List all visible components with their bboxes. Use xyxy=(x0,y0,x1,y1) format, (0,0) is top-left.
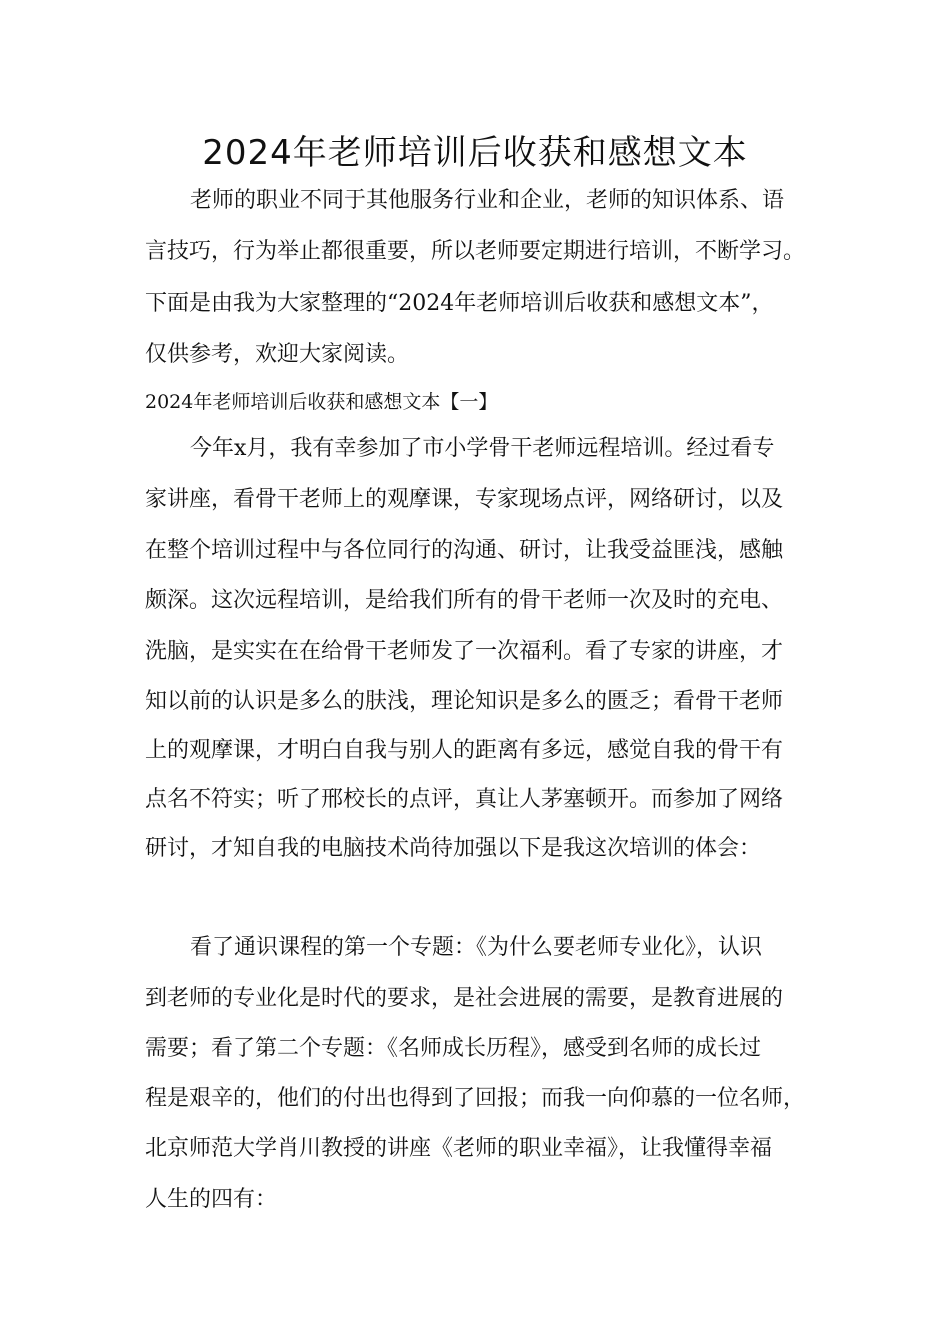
paragraph1-line: 今年x月，我有幸参加了市小学骨干老师远程培训。经过看专 xyxy=(190,436,775,461)
paragraph2-line: 到老师的专业化是时代的要求，是社会进展的需要，是教育进展的 xyxy=(145,986,784,1011)
paragraph1-line: 家讲座，看骨干老师上的观摩课，专家现场点评，网络研讨，以及 xyxy=(145,487,784,512)
intro-line: 下面是由我为大家整理的“2024年老师培训后收获和感想文本”， xyxy=(145,291,774,316)
paragraph2-line: 程是艰辛的，他们的付出也得到了回报；而我一向仰慕的一位名师， xyxy=(145,1086,806,1111)
paragraph2-line: 人生的四有： xyxy=(145,1187,278,1212)
paragraph2-line: 需要；看了第二个专题：《名师成长历程》，感受到名师的成长过 xyxy=(145,1036,762,1061)
intro-line: 老师的职业不同于其他服务行业和企业，老师的知识体系、语 xyxy=(190,188,785,213)
section-heading: 2024年老师培训后收获和感想文本【一】 xyxy=(145,391,498,413)
paragraph1-line: 点名不符实；听了邢校长的点评，真让人茅塞顿开。而参加了网络 xyxy=(145,787,784,812)
paragraph1-line: 颇深。这次远程培训，是给我们所有的骨干老师一次及时的充电、 xyxy=(145,588,784,613)
paragraph1-line: 在整个培训过程中与各位同行的沟通、研讨，让我受益匪浅，感触 xyxy=(145,538,784,563)
paragraph1-line: 研讨，才知自我的电脑技术尚待加强以下是我这次培训的体会： xyxy=(145,836,762,861)
paragraph1-line: 知以前的认识是多么的肤浅，理论知识是多么的匮乏；看骨干老师 xyxy=(145,689,784,714)
intro-line: 仅供参考，欢迎大家阅读。 xyxy=(145,342,410,367)
paragraph1-line: 上的观摩课，才明白自我与别人的距离有多远，感觉自我的骨干有 xyxy=(145,738,784,763)
paragraph1-line: 洗脑，是实实在在给骨干老师发了一次福利。看了专家的讲座，才 xyxy=(145,639,784,664)
paragraph2-line: 北京师范大学肖川教授的讲座《老师的职业幸福》，让我懂得幸福 xyxy=(145,1136,773,1161)
intro-line: 言技巧，行为举止都很重要，所以老师要定期进行培训，不断学习。 xyxy=(145,239,806,264)
document-title: 2024年老师培训后收获和感想文本 xyxy=(202,133,748,173)
paragraph2-line: 看了通识课程的第一个专题：《为什么要老师专业化》，认识 xyxy=(190,935,763,960)
